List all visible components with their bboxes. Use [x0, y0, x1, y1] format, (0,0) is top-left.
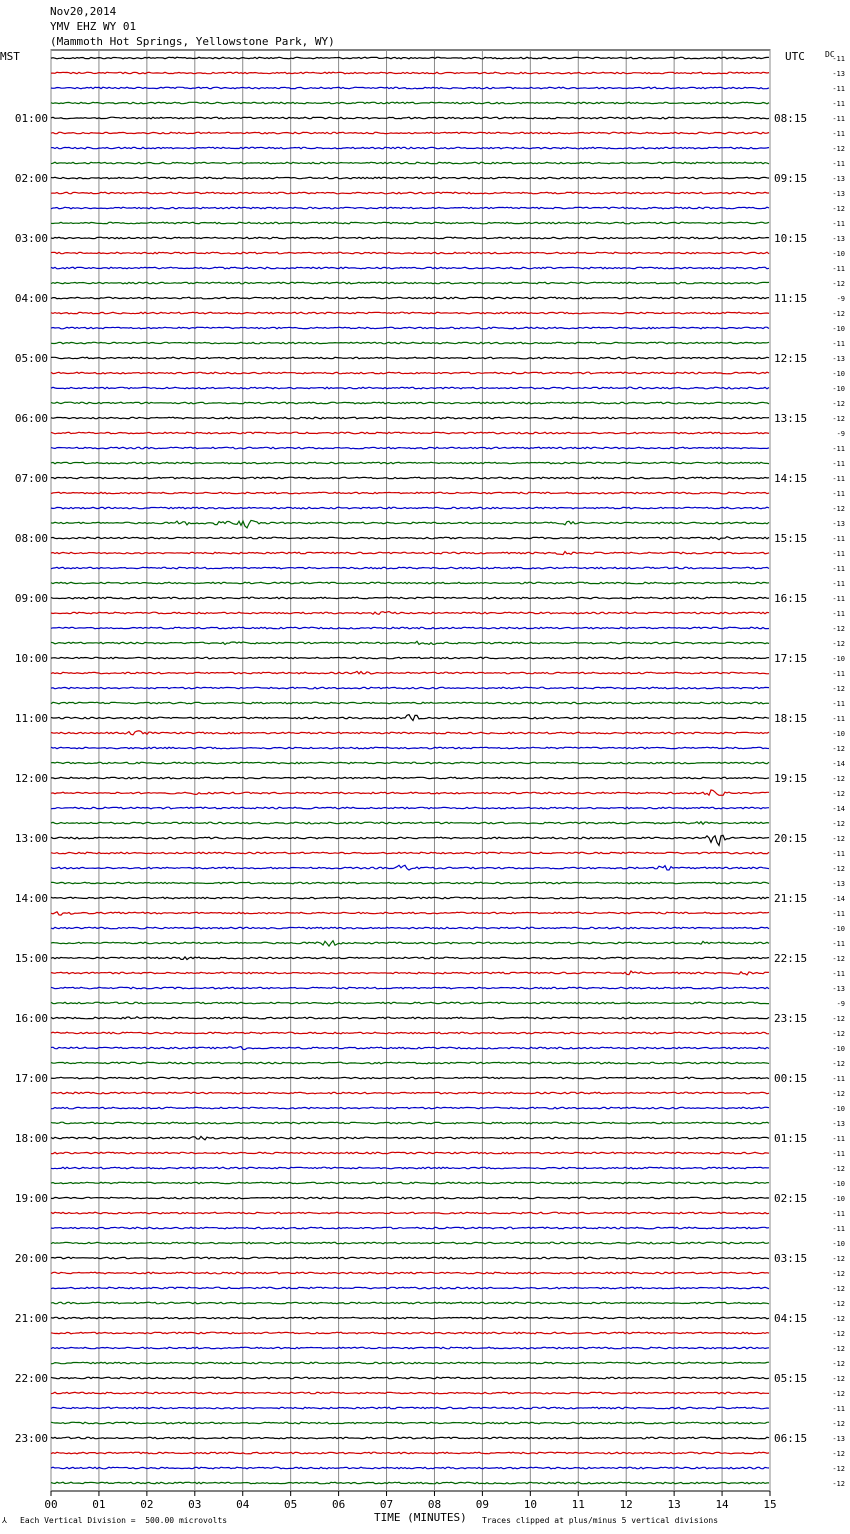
trace-69 — [51, 1077, 769, 1079]
trace-74 — [51, 1152, 769, 1154]
trace-78 — [51, 1212, 769, 1214]
dc-offset-label: -10 — [832, 1180, 845, 1188]
right-hour-label: 17:15 — [774, 652, 808, 665]
dc-offset-label: -12 — [832, 1465, 845, 1473]
dc-offset-label: -14 — [832, 760, 845, 768]
dc-offset-label: -10 — [832, 385, 845, 393]
dc-offset-label: -11 — [832, 490, 845, 498]
plot-frame — [51, 50, 770, 1491]
right-hour-label: 01:15 — [774, 1132, 808, 1145]
trace-26 — [51, 432, 769, 434]
x-tick-label: 15 — [763, 1498, 777, 1511]
trace-82 — [51, 1272, 769, 1274]
dc-offset-label: -12 — [832, 1315, 845, 1323]
dc-offset-label: -12 — [832, 280, 845, 288]
trace-49 — [51, 777, 769, 779]
dc-offset-label: -13 — [832, 70, 845, 78]
left-hour-label: 13:00 — [14, 832, 48, 845]
dc-offset-label: -10 — [832, 1195, 845, 1203]
trace-21 — [51, 357, 769, 359]
dc-offset-label: -12 — [832, 1375, 845, 1383]
corner-mark: ⅄ — [2, 1516, 7, 1525]
trace-20 — [51, 342, 769, 344]
dc-offset-label: -13 — [832, 355, 845, 363]
trace-87 — [51, 1347, 769, 1349]
trace-84 — [51, 1302, 769, 1304]
trace-22 — [51, 372, 769, 374]
left-hour-label: 04:00 — [14, 292, 48, 305]
dc-offset-label: -13 — [832, 520, 845, 528]
trace-10 — [51, 192, 769, 194]
dc-offset-label: -11 — [832, 1075, 845, 1083]
dc-offset-label: -13 — [832, 880, 845, 888]
trace-40 — [51, 641, 769, 644]
dc-offset-label: -13 — [832, 1435, 845, 1443]
dc-offset-label: -12 — [832, 685, 845, 693]
trace-81 — [51, 1257, 769, 1259]
dc-offset-label: -12 — [832, 745, 845, 753]
trace-23 — [51, 387, 769, 389]
dc-offset-label: -12 — [832, 1285, 845, 1293]
trace-47 — [51, 747, 769, 749]
dc-offset-label: -13 — [832, 235, 845, 243]
right-hour-label: 12:15 — [774, 352, 808, 365]
left-hour-label: 09:00 — [14, 592, 48, 605]
left-hour-label: 18:00 — [14, 1132, 48, 1145]
dc-offset-label: -11 — [832, 940, 845, 948]
trace-92 — [51, 1422, 769, 1424]
trace-28 — [51, 462, 769, 464]
trace-89 — [51, 1377, 769, 1379]
dc-offset-label: -10 — [832, 250, 845, 258]
left-hour-label: 22:00 — [14, 1372, 48, 1385]
x-tick-label: 00 — [44, 1498, 58, 1511]
dc-offset-label: -10 — [832, 655, 845, 663]
trace-64 — [51, 1002, 769, 1004]
left-hour-label: 17:00 — [14, 1072, 48, 1085]
trace-52 — [51, 822, 769, 825]
trace-50 — [51, 790, 769, 795]
dc-offset-label: -13 — [832, 175, 845, 183]
trace-30 — [51, 492, 769, 494]
trace-38 — [51, 612, 769, 615]
left-hour-label: 23:00 — [14, 1432, 48, 1445]
right-hour-label: 02:15 — [774, 1192, 808, 1205]
dc-offset-label: -12 — [832, 775, 845, 783]
trace-7 — [51, 147, 769, 149]
left-hour-label: 11:00 — [14, 712, 48, 725]
trace-41 — [51, 657, 769, 659]
trace-95 — [51, 1467, 769, 1469]
left-hour-label: 19:00 — [14, 1192, 48, 1205]
right-hour-label: 11:15 — [774, 292, 808, 305]
trace-12 — [51, 222, 769, 224]
trace-11 — [51, 207, 769, 209]
dc-offset-label: -12 — [832, 1015, 845, 1023]
trace-79 — [51, 1227, 769, 1229]
dc-offset-label: -9 — [836, 430, 845, 438]
dc-offset-label: -10 — [832, 1240, 845, 1248]
trace-44 — [51, 702, 769, 704]
trace-59 — [51, 927, 769, 929]
trace-75 — [51, 1167, 769, 1169]
dc-offset-label: -12 — [832, 1090, 845, 1098]
trace-76 — [51, 1182, 769, 1184]
dc-offset-label: -12 — [832, 310, 845, 318]
label-group — [15, 55, 845, 1511]
right-hour-label: 08:15 — [774, 112, 808, 125]
right-hour-label: 13:15 — [774, 412, 808, 425]
dc-offset-label: -11 — [832, 475, 845, 483]
dc-offset-label: -12 — [832, 1300, 845, 1308]
x-tick-label: 05 — [284, 1498, 298, 1511]
dc-offset-label: -11 — [832, 580, 845, 588]
dc-offset-label: -11 — [832, 445, 845, 453]
dc-offset-label: -13 — [832, 190, 845, 198]
dc-offset-label: -12 — [832, 1390, 845, 1398]
dc-offset-label: -12 — [832, 1060, 845, 1068]
dc-offset-label: -12 — [832, 625, 845, 633]
dc-offset-label: -11 — [832, 460, 845, 468]
left-hour-label: 14:00 — [14, 892, 48, 905]
right-hour-label: 10:15 — [774, 232, 808, 245]
left-hour-label: 03:00 — [14, 232, 48, 245]
trace-31 — [51, 507, 769, 509]
trace-15 — [51, 267, 769, 269]
trace-73 — [51, 1136, 769, 1139]
station-label: YMV EHZ WY 01 — [50, 20, 137, 33]
dc-offset-label: -11 — [832, 715, 845, 723]
clip-note: Traces clipped at plus/minus 5 vertical divisions — [482, 1516, 719, 1525]
dc-offset-label: -13 — [832, 1120, 845, 1128]
trace-27 — [51, 447, 769, 449]
trace-80 — [51, 1242, 769, 1244]
trace-62 — [51, 971, 769, 975]
trace-1 — [51, 57, 769, 59]
dc-offset-label: -11 — [832, 595, 845, 603]
trace-4 — [51, 102, 769, 104]
grid-lines — [51, 50, 770, 1491]
trace-35 — [51, 567, 769, 569]
trace-14 — [51, 252, 769, 254]
trace-60 — [51, 941, 769, 946]
x-tick-label: 08 — [427, 1498, 442, 1511]
dc-offset-label: -11 — [832, 910, 845, 918]
dc-label: DC — [825, 50, 835, 59]
trace-25 — [51, 417, 769, 419]
dc-offset-label: -11 — [832, 1150, 845, 1158]
trace-18 — [51, 312, 769, 314]
trace-37 — [51, 597, 769, 599]
x-axis-title: TIME (MINUTES) — [374, 1511, 467, 1524]
trace-17 — [51, 297, 769, 299]
dc-offset-label: -14 — [832, 895, 845, 903]
dc-offset-label: -12 — [832, 205, 845, 213]
trace-72 — [51, 1122, 769, 1124]
right-hour-label: 04:15 — [774, 1312, 808, 1325]
dc-offset-label: -11 — [832, 550, 845, 558]
trace-group — [51, 57, 769, 1484]
left-hour-label: 07:00 — [14, 472, 48, 485]
trace-24 — [51, 402, 769, 404]
dc-offset-label: -11 — [832, 160, 845, 168]
trace-66 — [51, 1032, 769, 1034]
dc-offset-label: -12 — [832, 1330, 845, 1338]
dc-offset-label: -12 — [832, 145, 845, 153]
left-hour-label: 16:00 — [14, 1012, 48, 1025]
dc-offset-label: -11 — [832, 220, 845, 228]
dc-offset-label: -10 — [832, 370, 845, 378]
dc-offset-label: -10 — [832, 325, 845, 333]
left-hour-label: 10:00 — [14, 652, 48, 665]
dc-offset-label: -11 — [832, 610, 845, 618]
dc-offset-label: -12 — [832, 505, 845, 513]
trace-33 — [51, 537, 769, 540]
right-hour-label: 06:15 — [774, 1432, 808, 1445]
trace-94 — [51, 1452, 769, 1454]
trace-53 — [51, 835, 769, 845]
dc-offset-label: -11 — [832, 1405, 845, 1413]
trace-39 — [51, 627, 769, 629]
left-timezone-label: MST — [0, 50, 20, 63]
right-hour-label: 03:15 — [774, 1252, 808, 1265]
dc-offset-label: -11 — [832, 535, 845, 543]
trace-93 — [51, 1437, 769, 1439]
dc-offset-label: -11 — [832, 700, 845, 708]
trace-48 — [51, 762, 769, 764]
dc-offset-label: -11 — [832, 565, 845, 573]
right-hour-label: 18:15 — [774, 712, 808, 725]
right-timezone-label: UTC — [785, 50, 805, 63]
trace-58 — [51, 912, 769, 915]
dc-offset-label: -14 — [832, 805, 845, 813]
trace-85 — [51, 1317, 769, 1319]
trace-16 — [51, 282, 769, 284]
dc-offset-label: -10 — [832, 925, 845, 933]
dc-offset-label: -11 — [832, 100, 845, 108]
right-hour-label: 16:15 — [774, 592, 808, 605]
dc-offset-label: -11 — [832, 340, 845, 348]
dc-offset-label: -12 — [832, 1345, 845, 1353]
location-label: (Mammoth Hot Springs, Yellowstone Park, WY) — [50, 35, 335, 48]
left-hour-label: 20:00 — [14, 1252, 48, 1265]
trace-91 — [51, 1407, 769, 1409]
right-hour-label: 14:15 — [774, 472, 808, 485]
x-tick-label: 14 — [715, 1498, 729, 1511]
scale-note: Each Vertical Division = 500.00 microvolts — [20, 1516, 228, 1525]
trace-32 — [51, 520, 769, 528]
trace-83 — [51, 1287, 769, 1289]
x-tick-label: 11 — [571, 1498, 585, 1511]
dc-offset-label: -12 — [832, 1030, 845, 1038]
dc-offset-label: -11 — [832, 85, 845, 93]
right-hour-label: 00:15 — [774, 1072, 808, 1085]
dc-offset-label: -9 — [836, 1000, 845, 1008]
dc-offset-label: -12 — [832, 790, 845, 798]
dc-offset-label: -12 — [832, 1270, 845, 1278]
trace-13 — [51, 237, 769, 239]
trace-96 — [51, 1482, 769, 1484]
dc-offset-label: -12 — [832, 865, 845, 873]
trace-55 — [51, 865, 769, 870]
trace-88 — [51, 1362, 769, 1364]
trace-61 — [51, 957, 769, 960]
right-hour-label: 09:15 — [774, 172, 808, 185]
x-tick-label: 06 — [331, 1498, 346, 1511]
x-tick-label: 04 — [236, 1498, 250, 1511]
x-tick-label: 10 — [523, 1498, 537, 1511]
left-hour-label: 15:00 — [14, 952, 48, 965]
dc-offset-label: -12 — [832, 835, 845, 843]
trace-34 — [51, 552, 769, 555]
dc-offset-label: -12 — [832, 1360, 845, 1368]
right-hour-label: 20:15 — [774, 832, 808, 845]
left-hour-label: 01:00 — [14, 112, 48, 125]
dc-offset-label: -10 — [832, 730, 845, 738]
trace-90 — [51, 1392, 769, 1394]
trace-51 — [51, 807, 769, 809]
dc-offset-label: -11 — [832, 130, 845, 138]
trace-45 — [51, 715, 769, 721]
dc-offset-label: -12 — [832, 1420, 845, 1428]
dc-offset-label: -12 — [832, 1480, 845, 1488]
trace-65 — [51, 1017, 769, 1019]
trace-57 — [51, 897, 769, 899]
dc-offset-label: -10 — [832, 1045, 845, 1053]
left-hour-label: 02:00 — [14, 172, 48, 185]
date-label: Nov20,2014 — [50, 5, 117, 18]
trace-19 — [51, 327, 769, 329]
trace-6 — [51, 132, 769, 134]
trace-42 — [51, 671, 769, 674]
right-hour-label: 22:15 — [774, 952, 808, 965]
right-hour-label: 05:15 — [774, 1372, 808, 1385]
dc-offset-label: -12 — [832, 820, 845, 828]
x-tick-label: 02 — [140, 1498, 154, 1511]
x-tick-label: 01 — [92, 1498, 106, 1511]
trace-86 — [51, 1332, 769, 1334]
dc-offset-label: -11 — [832, 1225, 845, 1233]
dc-offset-label: -11 — [832, 970, 845, 978]
trace-71 — [51, 1107, 769, 1109]
trace-43 — [51, 687, 769, 689]
dc-offset-label: -12 — [832, 400, 845, 408]
dc-offset-label: -11 — [832, 265, 845, 273]
dc-offset-label: -11 — [832, 115, 845, 123]
right-hour-label: 15:15 — [774, 532, 808, 545]
x-tick-label: 07 — [379, 1498, 394, 1511]
trace-63 — [51, 987, 769, 989]
left-hour-label: 05:00 — [14, 352, 48, 365]
right-hour-label: 21:15 — [774, 892, 808, 905]
left-hour-label: 12:00 — [14, 772, 48, 785]
dc-offset-label: -11 — [832, 850, 845, 858]
dc-offset-label: -12 — [832, 1450, 845, 1458]
left-hour-label: 08:00 — [14, 532, 48, 545]
dc-offset-label: -11 — [832, 1210, 845, 1218]
trace-54 — [51, 852, 769, 854]
dc-offset-label: -12 — [832, 640, 845, 648]
dc-offset-label: -12 — [832, 1165, 845, 1173]
x-tick-label: 09 — [475, 1498, 490, 1511]
trace-46 — [51, 731, 769, 735]
trace-8 — [51, 162, 769, 164]
dc-offset-label: -10 — [832, 1105, 845, 1113]
dc-offset-label: -11 — [832, 670, 845, 678]
dc-offset-label: -9 — [836, 295, 845, 303]
trace-68 — [51, 1062, 769, 1064]
trace-29 — [51, 477, 769, 479]
dc-offset-label: -11 — [832, 1135, 845, 1143]
right-hour-label: 23:15 — [774, 1012, 808, 1025]
left-hour-label: 06:00 — [14, 412, 48, 425]
x-tick-label: 12 — [619, 1498, 633, 1511]
x-tick-label: 03 — [188, 1498, 202, 1511]
trace-3 — [51, 87, 769, 89]
trace-2 — [51, 72, 769, 74]
trace-56 — [51, 882, 769, 884]
right-hour-label: 19:15 — [774, 772, 808, 785]
trace-36 — [51, 582, 769, 584]
dc-offset-label: -12 — [832, 415, 845, 423]
dc-offset-label: -11 — [832, 55, 845, 63]
dc-offset-label: -12 — [832, 955, 845, 963]
dc-offset-label: -12 — [832, 1255, 845, 1263]
trace-67 — [51, 1047, 769, 1050]
dc-offset-label: -13 — [832, 985, 845, 993]
trace-9 — [51, 177, 769, 179]
trace-5 — [51, 117, 769, 119]
trace-77 — [51, 1197, 769, 1199]
left-hour-label: 21:00 — [14, 1312, 48, 1325]
x-tick-label: 13 — [667, 1498, 681, 1511]
trace-70 — [51, 1092, 769, 1094]
